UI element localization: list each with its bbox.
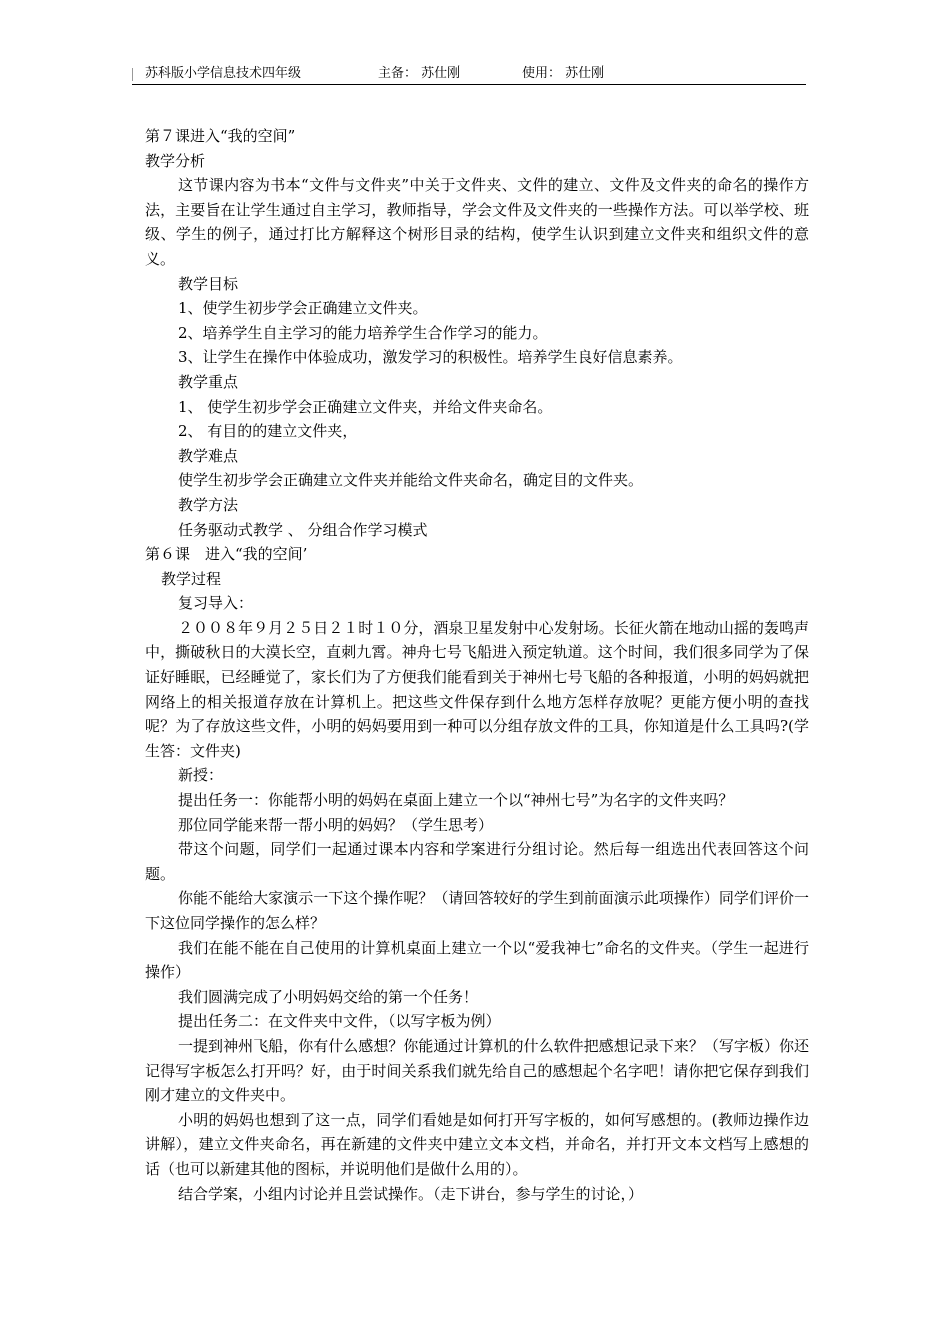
header-margin-mark: [132, 68, 133, 81]
paragraph: 提出任务一：你能帮小明的妈妈在桌面上建立一个以“神州七号”为名字的文件夹吗？: [178, 791, 734, 810]
header-course: 苏科版小学信息技术四年级: [145, 66, 302, 81]
paragraph: 带这个问题，同学们一起通过课本内容和学案进行分组讨论。然后每一组选出代表回答这个问题。: [145, 840, 809, 883]
paragraph: 那位同学能来帮一帮小明的妈妈？（学生思考）: [178, 815, 494, 834]
paragraph: 第７课进入“我的空间”: [145, 127, 296, 145]
paragraph: 结合学案，小组内讨论并且尝试操作。（走下讲台，参与学生的讨论，）: [178, 1184, 644, 1203]
page-header: [132, 64, 806, 85]
paragraph: ２００８年９月２５日２１时１０分，酒泉卫星发射中心发射场。长征火箭在地动山摇的轰鸣声中，撕破秋日的大漠长空，直刺九霄。神舟七号飞船进入预定轨道。这个时间，我们很多同学为了保证好睡眠，已经睡觉了，家长们为了方便我们能看到关于神州七号飞船的各种报道，小明的妈妈就把网络上的相关报道存放在计算机上。把这些文件保存到什么地方怎样存放呢？更能方便小明的查找呢？为了存放这些文件，小明的妈妈要用到一种可以分组存放文件的工具，你知道是什么工具吗?(学生答：文件夹): [145, 618, 809, 760]
paragraph: 一提到神州飞船，你有什么感想？你能通过计算机的什么软件把感想记录下来？（写字板）你还记得写字板怎么打开吗？好，由于时间关系我们就先给自己的感想起个名字吧！请你把它保存到我们刚才建立的文件夹中。: [145, 1036, 809, 1105]
header-user: 使用： 苏仕刚: [522, 66, 605, 81]
paragraph: 1、 使学生初步学会正确建立文件夹，并给文件夹命名。: [178, 397, 553, 416]
paragraph: 小明的妈妈也想到了这一点，同学们看她是如何打开写字板的，如何写感想的。(教师边操作边讲解），建立文件夹命名，再在新建的文件夹中建立文本文档，并命名，并打开文本文档写上感想的话（也可以新建其他的图标，并说明他们是做什么用的）。: [145, 1110, 809, 1178]
paragraph: 新授：: [178, 766, 224, 785]
paragraph: 任务驱动式教学 、 分组合作学习模式: [178, 520, 428, 539]
paragraph: 教学过程: [161, 569, 222, 588]
paragraph: 使学生初步学会正确建立文件夹并能给文件夹命名，确定目的文件夹。: [178, 471, 644, 490]
paragraph: 提出任务二：在文件夹中文件，（以写字板为例）: [178, 1012, 501, 1031]
paragraph: 教学目标: [178, 274, 239, 293]
paragraph: 3、让学生在操作中体验成功，激发学习的积极性。培养学生良好信息素养。: [178, 348, 683, 367]
paragraph: 第６课 进入“我的空间’: [145, 545, 308, 564]
document-body: [145, 124, 809, 1206]
paragraph: 教学难点: [178, 446, 239, 465]
paragraph: 教学分析: [145, 151, 206, 170]
paragraph: 我们圆满完成了小明妈妈交给的第一个任务！: [178, 987, 479, 1006]
paragraph: 教学重点: [178, 372, 239, 391]
paragraph: 教学方法: [178, 495, 239, 514]
paragraph: 你能不能给大家演示一下这个操作呢？（请回答较好的学生到前面演示此项操作）同学们评价一下这位同学操作的怎么样？: [145, 889, 809, 932]
paragraph: 我们在能不能在自己使用的计算机桌面上建立一个以“爱我神七”命名的文件夹。（学生一起进行操作）: [145, 938, 809, 982]
paragraph: 2、培养学生自主学习的能力培养学生合作学习的能力。: [178, 323, 548, 342]
paragraph: 1、使学生初步学会正确建立文件夹。: [178, 299, 428, 318]
paragraph: 这节课内容为书本“文件与文件夹”中关于文件夹、文件的建立、文件及文件夹的命名的操作方法，主要旨在让学生通过自主学习，教师指导，学会文件及文件夹的一些操作方法。可以举学校、班级、学生的例子，通过打比方解释这个树形目录的结构，使学生认识到建立文件夹和组织文件的意义。: [145, 176, 809, 268]
paragraph: 复习导入：: [178, 594, 254, 613]
header-preparer: 主备： 苏仕刚: [378, 66, 461, 81]
paragraph: 2、 有目的的建立文件夹，: [178, 422, 358, 441]
